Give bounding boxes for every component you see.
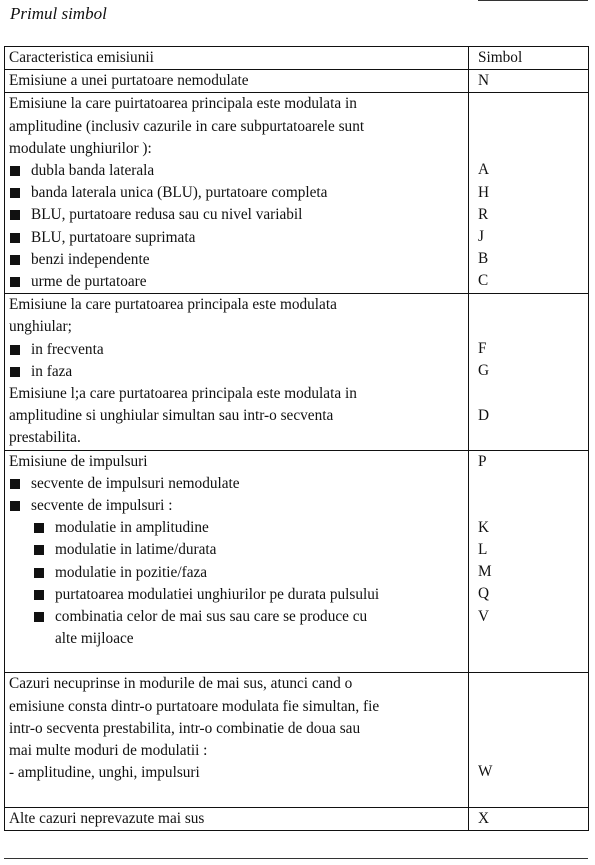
item-symbol: W [478, 763, 493, 781]
square-bullet-icon [10, 166, 20, 176]
square-bullet-icon [10, 367, 20, 377]
emission-symbol-table [4, 46, 589, 831]
list-item-text: BLU, purtatoare redusa sau cu nivel variabil [31, 206, 303, 224]
row-description [5, 93, 469, 294]
item-symbol: M [478, 563, 492, 581]
row-symbol [469, 93, 589, 294]
bottom-rule [4, 858, 588, 859]
list-item-text: combinatia celor de mai sus sau care se produce cu [55, 608, 368, 626]
item-symbol: P [478, 452, 487, 470]
list-item-text: dubla banda laterala [31, 162, 155, 180]
description-line: prestabilita. [9, 429, 81, 447]
description-line: - amplitudine, unghi, impulsuri [9, 764, 200, 782]
list-item-text: secvente de impulsuri : [31, 497, 173, 515]
row-symbol [469, 294, 589, 450]
list-item [9, 473, 464, 495]
square-bullet-icon [10, 501, 20, 511]
table-row [5, 93, 589, 294]
header-characteristic: Caracteristica emisiunii [5, 47, 469, 70]
description-line: Emisiune l;a care purtatoarea principala este modulata in [9, 385, 357, 403]
item-symbol: K [478, 518, 490, 536]
square-bullet-icon [34, 545, 44, 555]
item-symbol: R [478, 205, 489, 223]
list-item-text: urme de purtatoare [31, 273, 147, 291]
item-symbol: C [478, 272, 489, 290]
table-row [5, 450, 589, 673]
row-description [5, 294, 469, 450]
row-description: Emisiune a unei purtatoare nemodulate [5, 70, 469, 93]
description-line: mai multe moduri de modulatii : [9, 742, 208, 760]
item-symbol: V [478, 607, 490, 625]
top-rule [478, 0, 588, 1]
list-item [9, 160, 464, 182]
description-line: modulate unghiurilor ): [9, 139, 152, 157]
sub-list-item [9, 606, 464, 650]
list-item [9, 339, 464, 361]
list-item-text: BLU, purtatoare suprimata [31, 228, 196, 246]
item-symbol: L [478, 541, 488, 559]
square-bullet-icon [34, 612, 44, 622]
list-item-text: modulatie in pozitie/faza [55, 563, 208, 581]
description-line: Emisiune de impulsuri [9, 452, 148, 470]
item-symbol: B [478, 250, 489, 268]
sub-list-item [9, 517, 464, 539]
row-symbol: X [469, 807, 589, 830]
square-bullet-icon [10, 345, 20, 355]
square-bullet-icon [10, 479, 20, 489]
list-item-text: purtatoarea modulatiei unghiurilor pe durata pulsului [55, 585, 380, 603]
row-description: Alte cazuri neprevazute mai sus [5, 807, 469, 830]
list-item-text: modulatie in latime/durata [55, 541, 217, 559]
item-symbol: F [478, 340, 487, 358]
description-line: Emisiune la care purtatoarea principala este modulata [9, 296, 337, 314]
page-heading: Primul simbol [10, 4, 107, 23]
list-item-text: in frecventa [31, 340, 104, 358]
square-bullet-icon [10, 233, 20, 243]
header-symbol: Simbol [469, 47, 589, 70]
item-symbol: D [478, 406, 490, 424]
list-item [9, 227, 464, 249]
description-line: Cazuri necuprinse in modurile de mai sus, atunci cand o [9, 675, 353, 693]
square-bullet-icon [10, 210, 20, 220]
sub-list-item [9, 562, 464, 584]
row-description [5, 450, 469, 673]
table-header-row [5, 47, 589, 70]
description-line: Emisiune la care puirtatoarea principala este modulata in [9, 95, 357, 113]
list-item [9, 361, 464, 383]
list-item-text: in faza [31, 362, 73, 380]
list-item [9, 204, 464, 226]
list-item-text-continued: alte mijloace [55, 630, 134, 648]
row-symbol [469, 450, 589, 673]
item-symbol: G [478, 362, 490, 380]
description-line: intr-o secventa prestabilita, intr-o combinatie de doua sau [9, 719, 361, 737]
item-symbol: H [478, 183, 490, 201]
table-row [5, 673, 589, 807]
list-item [9, 271, 464, 293]
list-item [9, 182, 464, 204]
list-item-text: banda laterala unica (BLU), purtatoare completa [31, 184, 328, 202]
row-symbol [469, 673, 589, 807]
square-bullet-icon [34, 568, 44, 578]
description-line: emisiune consta dintr-o purtatoare modulata fie simultan, fie [9, 697, 380, 715]
item-symbol: J [478, 228, 484, 246]
description-line: amplitudine (inclusiv cazurile in care subpurtatoarele sunt [9, 117, 365, 135]
list-item [9, 495, 464, 517]
list-item [9, 249, 464, 271]
square-bullet-icon [10, 255, 20, 265]
sub-list-item [9, 584, 464, 606]
description-line: amplitudine si unghiular simultan sau intr-o secventa [9, 407, 334, 425]
list-item-text: secvente de impulsuri nemodulate [31, 474, 240, 492]
sub-list-item [9, 539, 464, 561]
square-bullet-icon [34, 523, 44, 533]
item-symbol: A [478, 161, 490, 179]
list-item-text: modulatie in amplitudine [55, 519, 209, 537]
table-row [5, 70, 589, 93]
description-line: unghiular; [9, 318, 72, 336]
row-description [5, 673, 469, 807]
square-bullet-icon [10, 188, 20, 198]
item-symbol: Q [478, 585, 490, 603]
row-symbol: N [469, 70, 589, 93]
list-item-text: benzi independente [31, 250, 150, 268]
square-bullet-icon [10, 277, 20, 287]
table-row [5, 294, 589, 450]
table-row [5, 807, 589, 830]
square-bullet-icon [34, 590, 44, 600]
